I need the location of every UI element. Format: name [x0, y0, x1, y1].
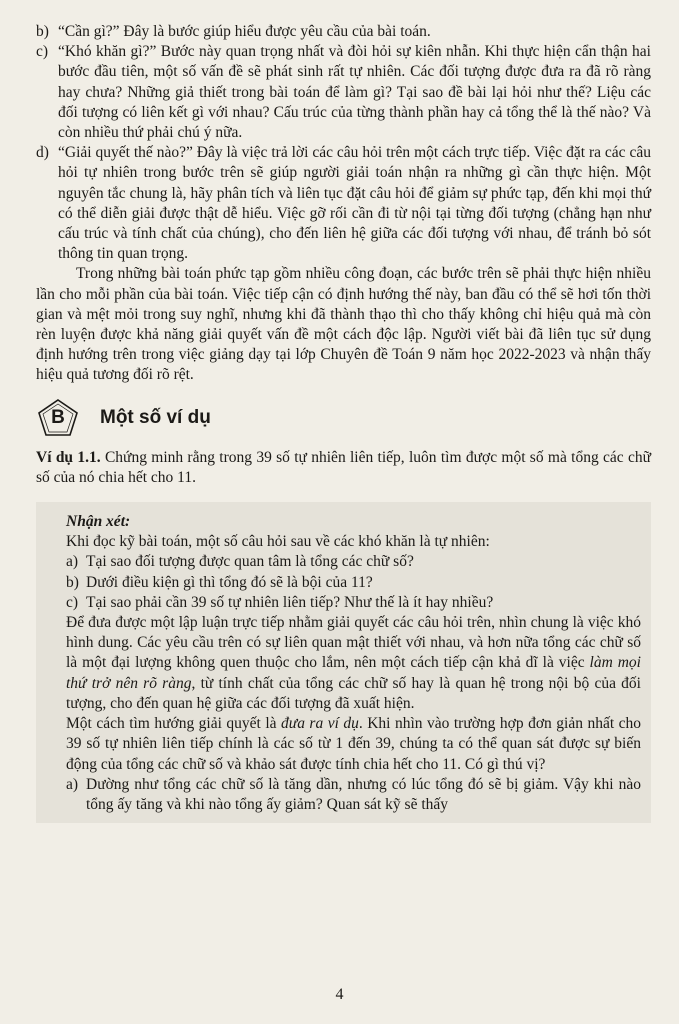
remark-paragraph-1 — [66, 613, 641, 714]
list-item-d — [36, 143, 651, 264]
text-run: , từ tính chất của tổng các chữ số hay là quan hệ trong nội bộ của đối tượng, cho đến quan hệ giữa các đối tượng đã xuất hiện. — [66, 674, 641, 712]
remark-intro: Khi đọc kỹ bài toán, một số câu hỏi sau về các khó khăn là tự nhiên: — [66, 533, 490, 551]
question-item — [66, 593, 641, 613]
list-item-c — [36, 42, 651, 143]
remark-paragraph-2 — [66, 714, 641, 775]
remark-heading: Nhận xét: — [66, 513, 131, 531]
emphasis: đưa ra ví dụ — [281, 715, 359, 733]
text-run: . Khi nhìn vào trường hợp đơn giản nhất cho 39 số tự nhiên liên tiếp chính là các số từ 1 đến 39, chúng ta có thể quan sát được sự biến động của tổng các chữ số và khảo sát được tính chia hết cho 11. Có gì thú vị? — [66, 715, 641, 773]
question-label: a) — [66, 775, 79, 793]
question-label: b) — [66, 573, 79, 591]
question-text: Tại sao phải cần 39 số tự nhiên liên tiếp? Như thế là ít hay nhiều? — [86, 593, 494, 611]
question-text: Tại sao đối tượng được quan tâm là tổng các chữ số? — [86, 553, 414, 571]
question-label: c) — [66, 593, 79, 611]
list-text: “Khó khăn gì?” Bước này quan trọng nhất và đòi hỏi sự kiên nhẫn. Khi thực hiện cẩn thận hai bước đầu tiên, một số vấn đề sẽ phát sinh rất tự nhiên. Các đối tượng được đưa ra đã rõ ràng hay chưa? Những giả thiết trong bài toán để làm gì? Tại sao đề bài lại hỏi như thế? Liệu các đối tượng có liên kết gì với nhau? Cấu trúc của từng thành phần hay cả tổng thể là thế nào? Và còn nhiều thứ phải chú ý nữa. — [58, 43, 651, 142]
text-run: Một cách tìm hướng giải quyết là — [66, 715, 281, 733]
list-label: b) — [36, 23, 49, 40]
question-label: a) — [66, 553, 79, 571]
question-text: Dường như tổng các chữ số là tăng dần, nhưng có lúc tổng đó sẽ bị giảm. Vậy khi nào tổng ấy tăng và khi nào tổng ấy giảm? Quan sát kỹ sẽ thấy — [86, 775, 641, 813]
question-item — [66, 775, 641, 815]
page-content — [36, 22, 651, 823]
emphasis: làm mọi thứ trở nên rõ ràng — [66, 654, 641, 692]
remark-box — [36, 502, 651, 823]
list-label: c) — [36, 43, 49, 61]
section-badge — [36, 398, 80, 438]
list-text: “Cần gì?” Đây là bước giúp hiểu được yêu cầu của bài toán. — [58, 23, 431, 40]
list-text: “Giải quyết thế nào?” Đây là việc trả lời các câu hỏi trên một cách trực tiếp. Việc đặt ra các câu hỏi tự nhiên trong bước trên sẽ giúp người giải toán nhận ra những gì cần thực hiện. Một nguyên tắc chung là, hãy phân tích và liên tục đặt câu hỏi để giảm sự phức tạp, đến khi mọi thứ có thể diễn giải được thật dễ hiểu. Việc gỡ rối cần đi từ nội tại từng đối tượng (chẳng hạn như cấu trúc và tính chất của chúng), cho đến liên hệ giữa các đối tượng với nhau, để tránh bỏ sót thông tin quan trọng. — [58, 144, 651, 263]
section-heading — [36, 398, 651, 438]
list-label: d) — [36, 144, 49, 162]
list-item-b — [36, 22, 651, 42]
question-item — [66, 552, 641, 572]
example-paragraph — [36, 448, 651, 488]
text-run: Để đưa được một lập luận trực tiếp nhằm giải quyết các câu hỏi trên, nhìn chung là việc khó hình dung. Các yêu cầu trên có sự liên quan mật thiết với nhau, và hơn nữa tổng các chữ số là một đại lượng không quen thuộc cho lắm, nên một cách tiếp cận khả dĩ là việc — [66, 614, 641, 672]
page-number: 4 — [335, 986, 344, 1003]
question-text: Dưới điều kiện gì thì tổng đó sẽ là bội của 11? — [86, 573, 373, 591]
example-title: Ví dụ 1.1. — [36, 448, 101, 466]
section-letter: B — [51, 406, 65, 428]
body-paragraph: Trong những bài toán phức tạp gồm nhiều công đoạn, các bước trên sẽ phải thực hiện nhiều lần cho mỗi phần của bài toán. Việc tiếp cận có định hướng thế này, ban đầu có thể sẽ hơi tốn thời gian và mệt mỏi trong suy nghĩ, nhưng khi đã thành thạo thì cho thấy không chỉ hiệu quả mà còn rèn luyện được khả năng giải quyết vấn đề một cách độc lập. Người viết bài đã liên tục sử dụng định hướng trên trong việc giảng dạy tại lớp Chuyên đề Toán 9 năm học 2022-2023 và nhận thấy hiệu quả tương đối rõ rệt. — [36, 265, 651, 384]
example-text: Chứng minh rằng trong 39 số tự nhiên liên tiếp, luôn tìm được một số mà tổng các chữ số của nó chia hết cho 11. — [36, 448, 652, 486]
section-title: Một số ví dụ — [100, 406, 211, 428]
question-item — [66, 573, 641, 593]
